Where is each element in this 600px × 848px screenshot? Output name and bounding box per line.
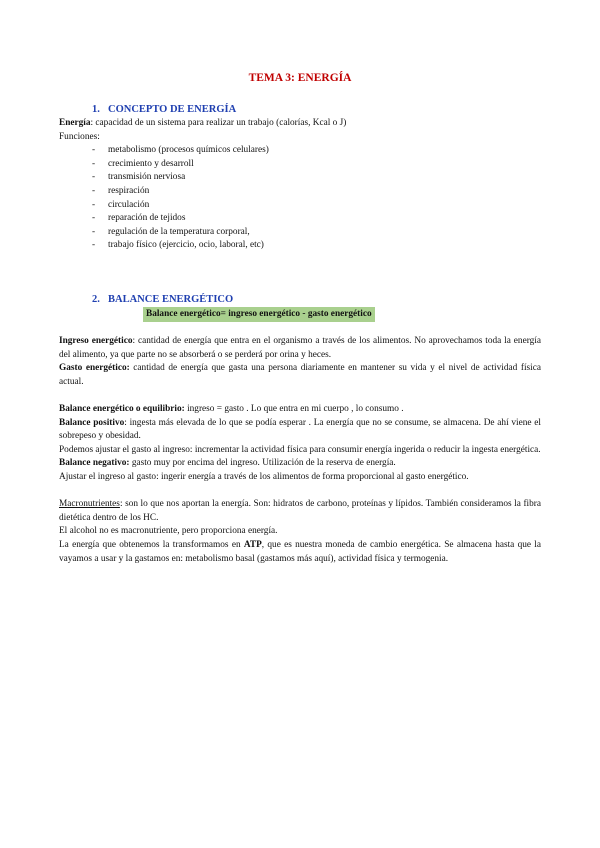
- section-1-number: 1.: [92, 104, 100, 115]
- functions-label: Funciones:: [59, 131, 100, 142]
- list-item: - circulación: [92, 199, 150, 210]
- positivo-paragraph: Balance positivo: ingesta más elevada de lo que se podía esperar . La energía que no se consume, se almacena. De ahí viene el sobrepeso y obesidad.: [59, 417, 541, 442]
- section-2-title: BALANCE ENERGÉTICO: [108, 294, 234, 305]
- equilibrio-paragraph: Balance energético o equilibrio: ingreso = gasto . Lo que entra en mi cuerpo , lo consumo .: [59, 403, 404, 414]
- section-2-heading: [92, 293, 233, 307]
- balance-formula: Balance energético= ingreso energético - gasto energético: [143, 307, 375, 322]
- list-item: - respiración: [92, 185, 150, 196]
- section-1-heading: [92, 103, 236, 117]
- energy-definition-text: : capacidad de un sistema para realizar un trabajo (calorías, Kcal o J): [90, 118, 347, 128]
- list-item: - crecimiento y desarroll: [92, 158, 194, 169]
- ajuste-ingreso-paragraph: Podemos ajustar el gasto al ingreso: incrementar la actividad física para consumir energía ingerida o reducir la ingesta energética.: [59, 444, 541, 455]
- atp-paragraph: La energía que obtenemos la transformamos en ATP, que es nuestra moneda de cambio energética. Se almacena hasta que la vayamos a usar y la gastamos en: metabolismo basal (gastamos más aquí), actividad física y termogenia.: [59, 539, 541, 564]
- negativo-paragraph: Balance negativo: gasto muy por encima del ingreso. Utilización de la reserva de energía.: [59, 458, 396, 469]
- list-item: - transmisión nerviosa: [92, 172, 186, 183]
- functions-list: [59, 144, 541, 253]
- energy-term: Energía: [59, 118, 91, 128]
- list-item: - trabajo físico (ejercicio, ocio, laboral, etc): [92, 240, 264, 251]
- ajuste-gasto-paragraph: Ajustar el ingreso al gasto: ingerir energía a través de los alimentos de forma proporcional al gasto energético.: [59, 471, 469, 482]
- list-item: - regulación de la temperatura corporal,: [92, 226, 250, 237]
- section-1-body: [59, 117, 541, 253]
- list-item: - metabolismo (procesos químicos celulares): [92, 145, 269, 156]
- list-item: - reparación de tejidos: [92, 213, 186, 224]
- alcohol-paragraph: El alcohol no es macronutriente, pero proporciona energía.: [59, 526, 278, 537]
- section-1-title: CONCEPTO DE ENERGÍA: [108, 104, 237, 115]
- ingreso-paragraph: Ingreso energético: cantidad de energía que entra en el organismo a través de los alimentos. No aprovechamos toda la energía del alimento, ya que parte no se absorberá o se perderá por orina y heces.: [59, 336, 541, 360]
- page-title: TEMA 3: ENERGÍA: [248, 72, 352, 84]
- macronutrientes-paragraph: Macronutrientes: son lo que nos aportan la energía. Son: hidratos de carbono, proteínas y lípidos. También consideramos la fibra dietética dentro de los HC.: [59, 499, 541, 523]
- section-2-body: [59, 335, 541, 566]
- section-2-number: 2.: [92, 294, 100, 305]
- gasto-paragraph: Gasto energético: cantidad de energía que gasta una persona diariamente en mantener su vida y el nivel de actividad física actual.: [59, 363, 541, 387]
- energy-definition: [59, 117, 541, 131]
